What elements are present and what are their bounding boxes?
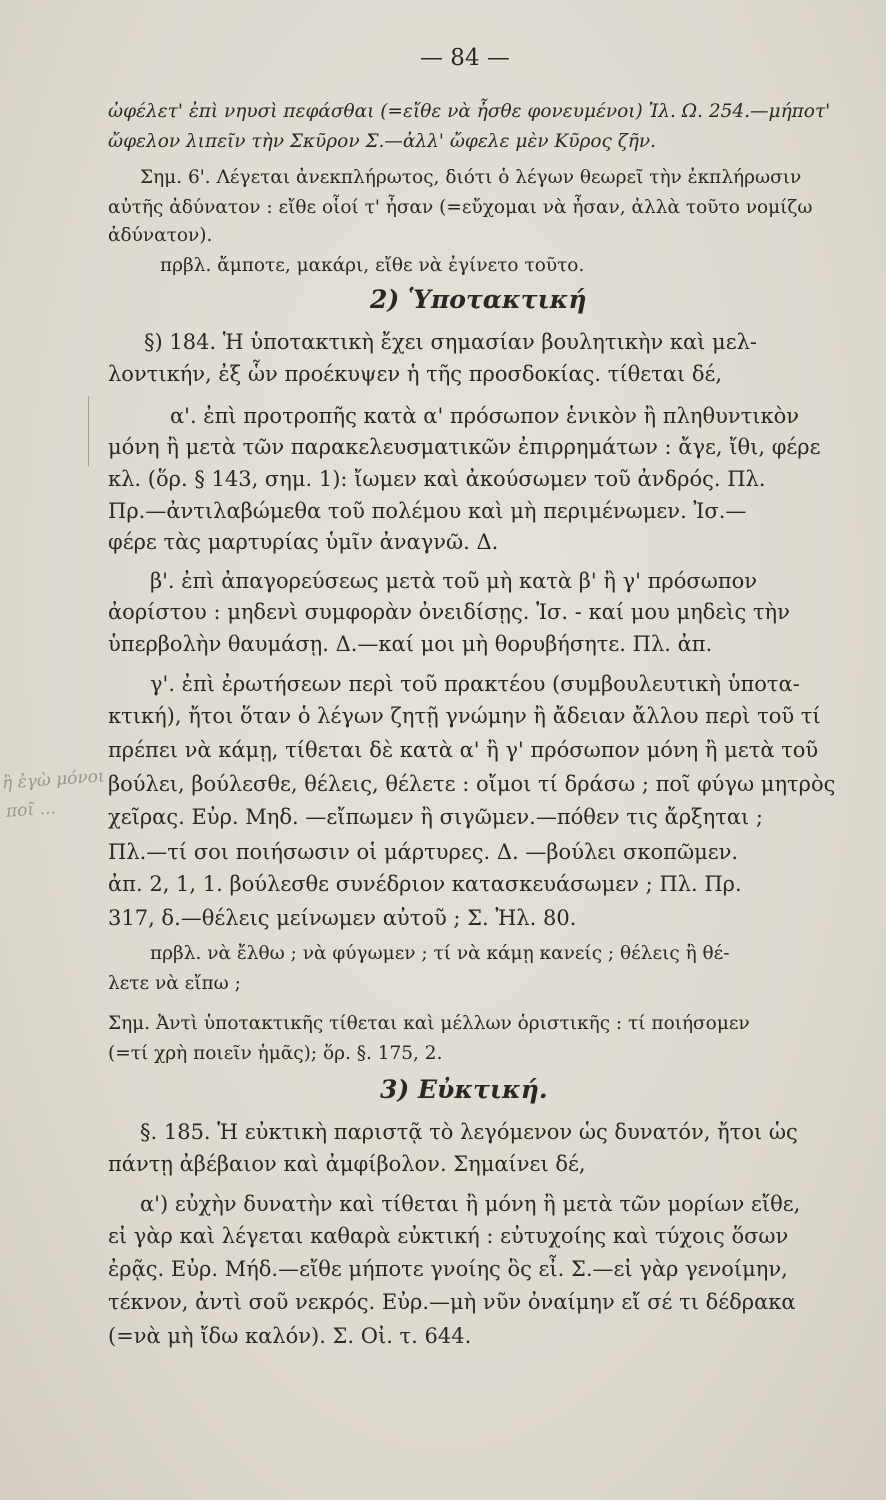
text-line-3: Σημ. 6'. Λέγεται ἀνεκπλήρωτος, διότι ὁ λέγων θεωρεῖ τὴν ἐκπλήρωσιν: [140, 167, 802, 188]
text-line-9: λοντικήν, ἐξ ὧν προέκυψεν ἡ τῆς προσδοκίας. τίθεται δέ,: [108, 362, 723, 386]
text-line-13: Πρ.—ἀντιλαβώμεθα τοῦ πολέμου καὶ μὴ περιμένωμεν. Ἰσ.—: [108, 499, 747, 523]
text-line-17: ὑπερβολὴν θαυμάσῃ. Δ.—καί μοι μὴ θορυβήσητε. Πλ. ἀπ.: [108, 632, 713, 656]
text-line-5: ἀδύνατον).: [108, 225, 213, 246]
text-line-4: αὐτῆς ἀδύνατον : εἴθε οἷοί τ' ἦσαν (=εὔχομαι νὰ ἦσαν, ἀλλὰ τοῦτο νομίζω: [108, 197, 813, 218]
text-line-1: ὠφέλετ' ἐπὶ νηυσὶ πεφάσθαι (=εἴθε νὰ ἦσθε φονευμένοι) Ἰλ. Ω. 254.—μήποτ': [108, 101, 831, 122]
text-line-8: §) 184. Ἡ ὑποτακτικὴ ἔχει σημασίαν βουλητικὴν καὶ μελ-: [144, 330, 757, 354]
page-number: — 84 —: [420, 45, 510, 71]
text-line-22: χεῖρας. Εὐρ. Μηδ. —εἴπωμεν ἢ σιγῶμεν.—πόθεν τις ἄρξηται ;: [108, 805, 763, 829]
text-line-20: πρέπει νὰ κάμῃ, τίθεται δὲ κατὰ α' ἢ γ' πρόσωπον μόνη ἢ μετὰ τοῦ: [108, 738, 819, 762]
text-line-2: ὤφελον λιπεῖν τὴν Σκῦρον Σ.—ἀλλ' ὤφελε μὲν Κῦρος ζῆν.: [108, 131, 656, 152]
text-line-29: (=τί χρὴ ποιεῖν ἡμᾶς); ὅρ. §. 175, 2.: [108, 1043, 443, 1064]
text-line-35: ἐρᾷς. Εὐρ. Μήδ.—εἴθε μήποτε γνοίης ὃς εἶ. Σ.—εἰ γὰρ γενοίμην,: [108, 1257, 788, 1281]
text-line-10: α'. ἐπὶ προτροπῆς κατὰ α' πρόσωπον ἑνικὸν ἢ πληθυντικὸν: [170, 404, 800, 428]
pencil-bracket-mark: [88, 396, 89, 466]
text-line-16: ἀορίστου : μηδενὶ συμφορὰν ὀνειδίσῃς. Ἰσ. - καί μου μηδεὶς τὴν: [108, 600, 790, 624]
text-line-21: βούλει, βούλεσθε, θέλεις, θέλετε : οἴμοι τί δράσω ; ποῖ φύγω μητρὸς: [108, 772, 836, 796]
text-line-34: εἰ γὰρ καὶ λέγεται καθαρὰ εὐκτική : εὐτυχοίης καὶ τύχοις ὅσων: [108, 1224, 789, 1248]
margin-note-2: ποῖ ...: [5, 798, 57, 822]
text-line-24: ἀπ. 2, 1, 1. βούλεσθε συνέδριον κατασκευάσωμεν ; Πλ. Πρ.: [108, 872, 742, 896]
text-line-37: (=νὰ μὴ ἴδω καλόν). Σ. Οἰ. τ. 644.: [108, 1324, 472, 1348]
text-line-27: λετε νὰ εἴπω ;: [108, 973, 241, 994]
text-line-33: α') εὐχὴν δυνατὴν καὶ τίθεται ἢ μόνη ἢ μετὰ τῶν μορίων εἴθε,: [140, 1192, 801, 1216]
text-line-32: πάντῃ ἀβέβαιον καὶ ἀμφίβολον. Σημαίνει δέ,: [108, 1152, 586, 1176]
text-line-18: γ'. ἐπὶ ἐρωτήσεων περὶ τοῦ πρακτέου (συμβουλευτικὴ ὑποτα-: [150, 672, 800, 696]
text-line-31: §. 185. Ἡ εὐκτικὴ παριστᾷ τὸ λεγόμενον ὡς δυνατόν, ἤτοι ὡς: [140, 1120, 798, 1144]
text-line-25: 317, δ.—θέλεις μείνωμεν αὐτοῦ ; Σ. Ἠλ. 80.: [108, 906, 577, 930]
text-line-36: τέκνον, ἀντὶ σοῦ νεκρός. Εὐρ.—μὴ νῦν ὀναίμην εἴ σέ τι δέδρακα: [108, 1290, 796, 1314]
text-line-15: β'. ἐπὶ ἀπαγορεύσεως μετὰ τοῦ μὴ κατὰ β' ἢ γ' πρόσωπον: [150, 569, 758, 593]
section-heading-subjunctive: 2) Ὑποτακτική: [370, 285, 587, 314]
text-line-19: κτική), ἤτοι ὅταν ὁ λέγων ζητῇ γνώμην ἢ ἄδειαν ἄλλου περὶ τοῦ τί: [108, 704, 821, 728]
margin-note-1: ἢ ἐγὼ μόνοι: [1, 766, 106, 794]
text-line-6: πρβλ. ἄμποτε, μακάρι, εἴθε νὰ ἐγίνετο τοῦτο.: [160, 255, 585, 276]
text-line-26: πρβλ. νὰ ἔλθω ; νὰ φύγωμεν ; τί νὰ κάμῃ κανείς ; θέλεις ἢ θέ-: [150, 943, 730, 964]
text-line-14: φέρε τὰς μαρτυρίας ὑμῖν ἀναγνῶ. Δ.: [108, 530, 499, 554]
text-line-12: κλ. (ὅρ. § 143, σημ. 1): ἴωμεν καὶ ἀκούσωμεν τοῦ ἀνδρός. Πλ.: [108, 467, 766, 491]
section-heading-optative: 3) Εὐκτική.: [380, 1075, 548, 1104]
text-line-23: Πλ.—τί σοι ποιήσωσιν οἱ μάρτυρες. Δ. —βούλει σκοπῶμεν.: [108, 840, 739, 864]
text-line-11: μόνη ἢ μετὰ τῶν παρακελευσματικῶν ἐπιρρημάτων : ἄγε, ἴθι, φέρε: [108, 435, 821, 459]
text-line-28: Σημ. Ἀντὶ ὑποτακτικῆς τίθεται καὶ μέλλων ὁριστικῆς : τί ποιήσομεν: [108, 1013, 750, 1034]
